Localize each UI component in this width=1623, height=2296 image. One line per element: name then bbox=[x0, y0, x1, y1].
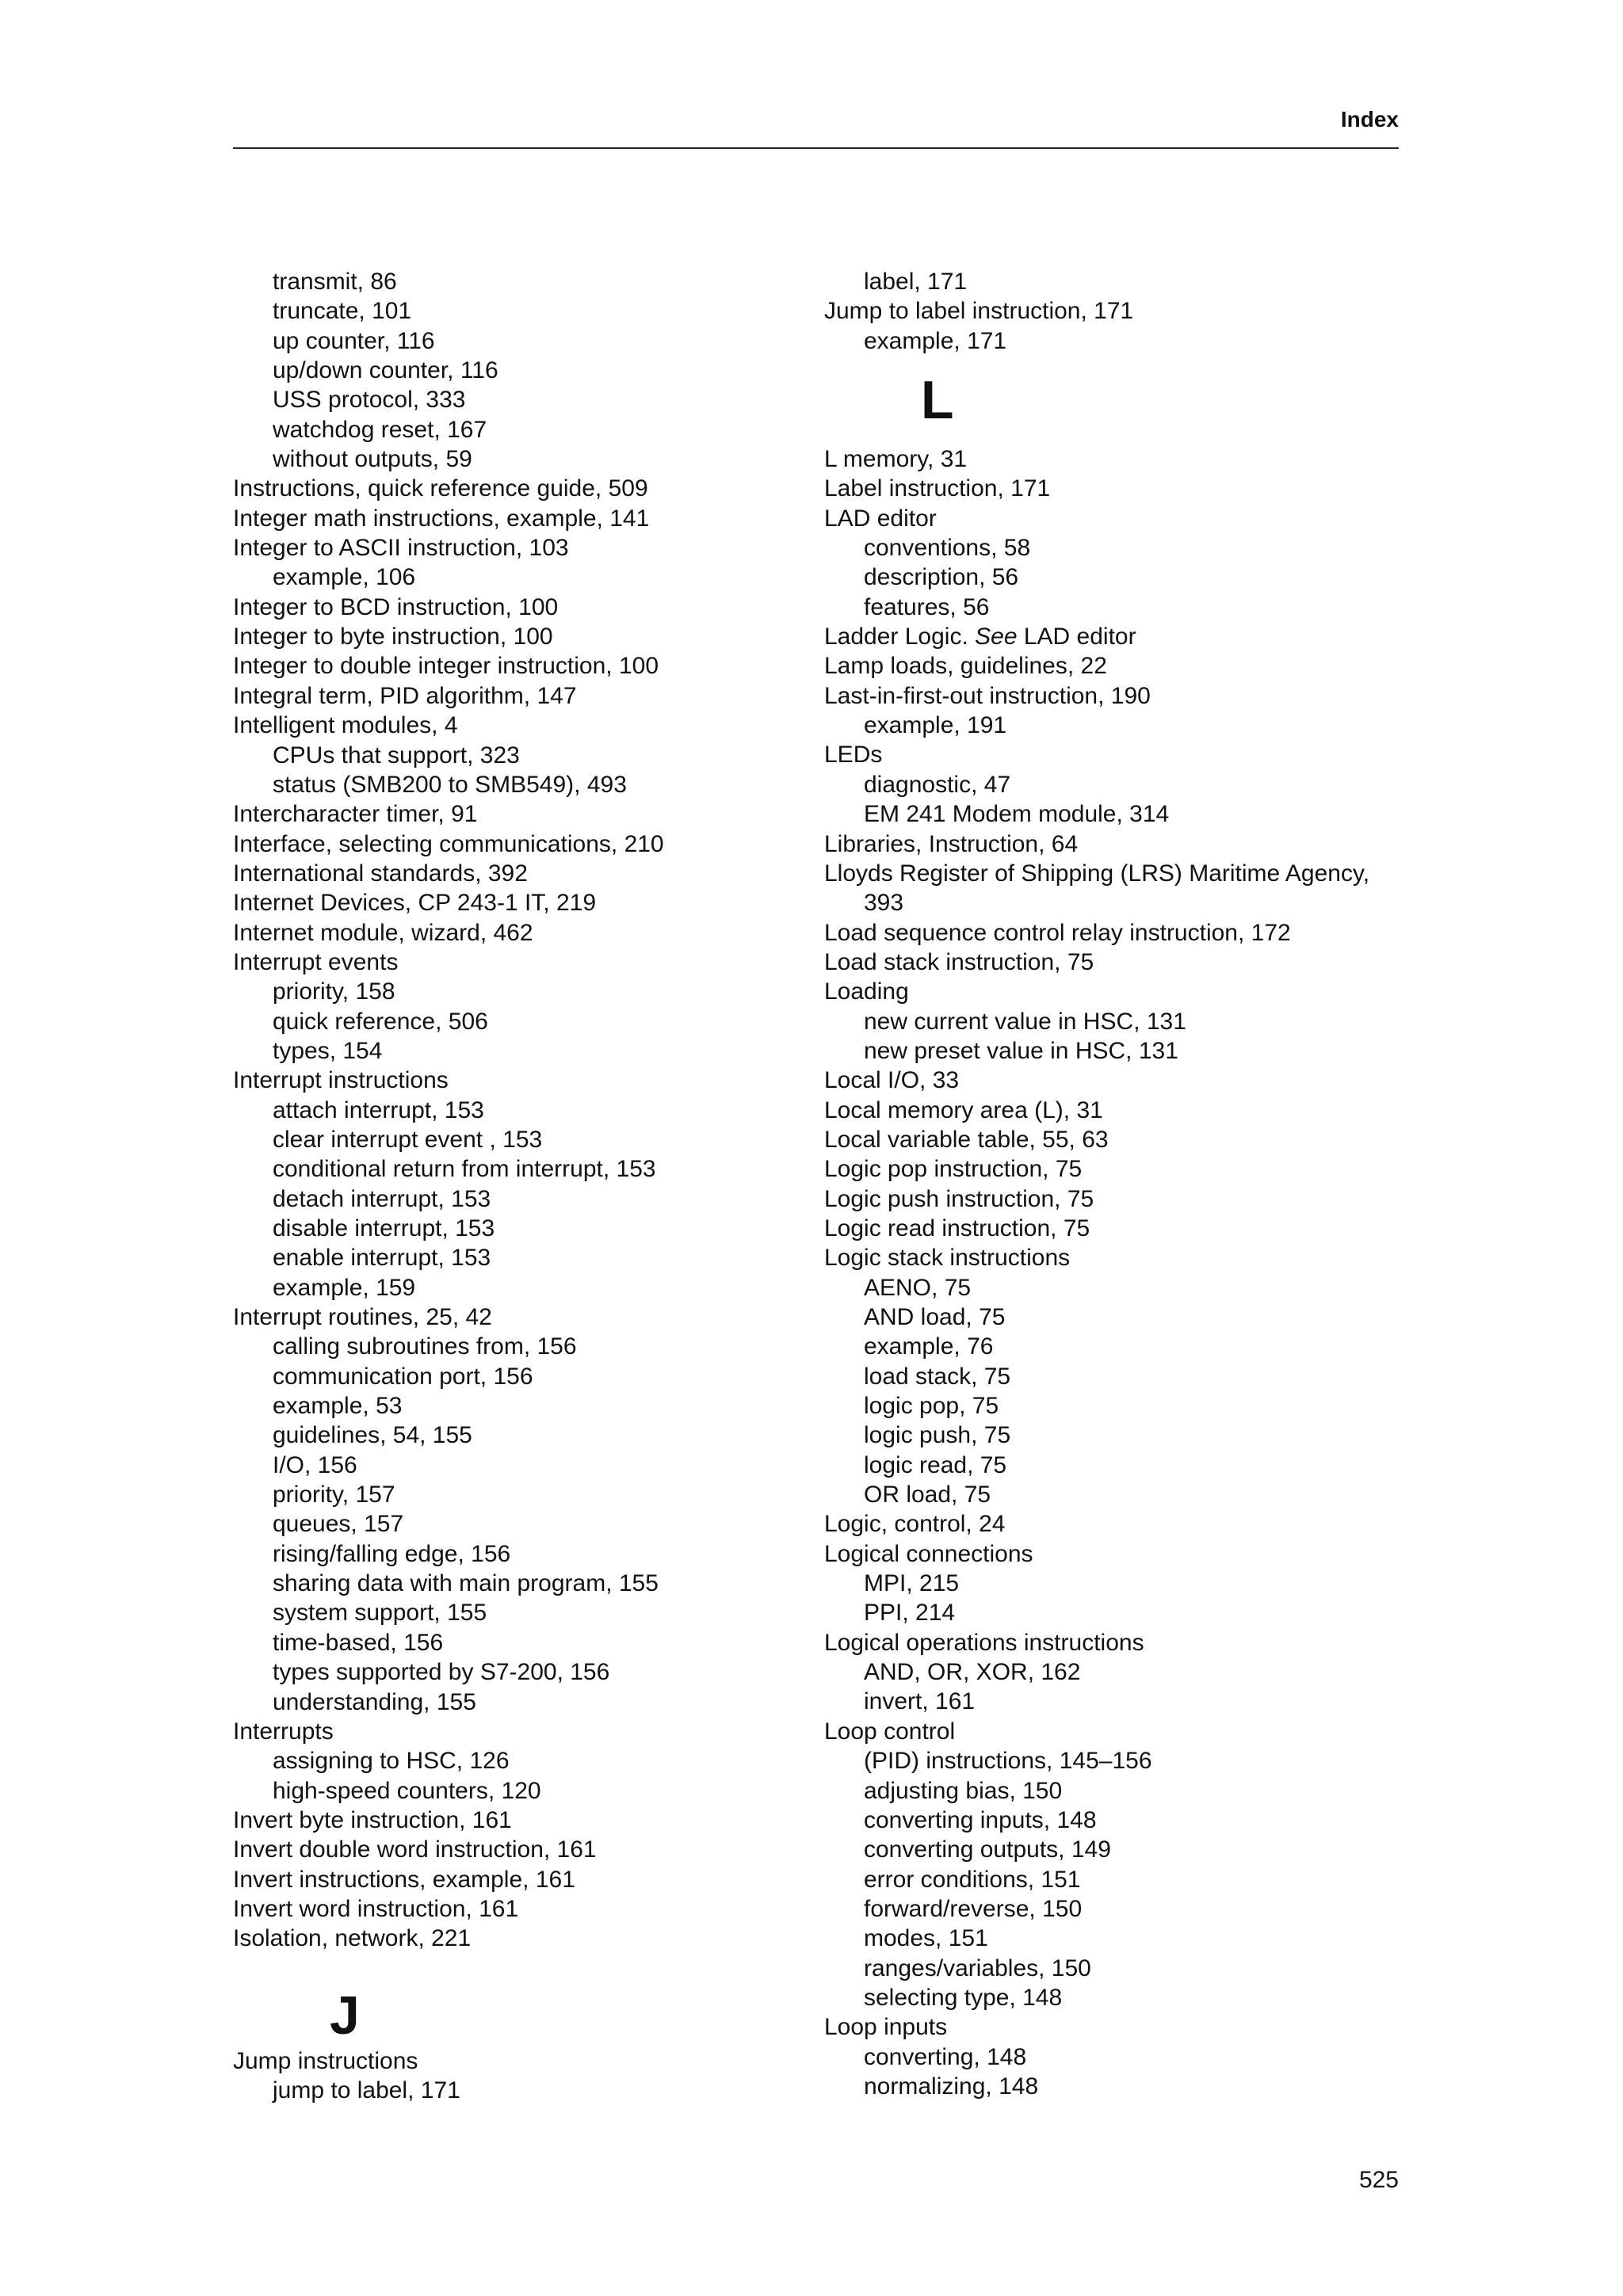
section-letter-heading: J bbox=[330, 1985, 360, 2046]
index-entry: Integer to BCD instruction, 100 bbox=[233, 593, 559, 620]
header-divider bbox=[233, 147, 1399, 149]
index-entry: Loop inputs bbox=[824, 2014, 948, 2041]
index-entry: Local variable table, 55, 63 bbox=[824, 1126, 1109, 1153]
index-subentry: diagnostic, 47 bbox=[864, 771, 1011, 798]
index-entry: Internet Devices, CP 243-1 IT, 219 bbox=[233, 890, 597, 917]
index-entry: Jump to label instruction, 171 bbox=[824, 298, 1134, 325]
index-subentry: example, 53 bbox=[273, 1393, 403, 1420]
index-entry: Lamp loads, guidelines, 22 bbox=[824, 653, 1107, 680]
index-subentry: error conditions, 151 bbox=[864, 1866, 1081, 1893]
index-entry: Interface, selecting communications, 210 bbox=[233, 830, 664, 857]
index-entry: Logic push instruction, 75 bbox=[824, 1185, 1094, 1212]
index-subentry: AND, OR, XOR, 162 bbox=[864, 1659, 1081, 1686]
index-entry: Load stack instruction, 75 bbox=[824, 948, 1094, 975]
index-subentry: quick reference, 506 bbox=[273, 1008, 488, 1035]
index-entry-continuation: 393 bbox=[864, 890, 904, 917]
index-subentry: load stack, 75 bbox=[864, 1363, 1011, 1390]
index-subentry: assigning to HSC, 126 bbox=[273, 1748, 510, 1775]
index-entry-text: Ladder Logic. bbox=[824, 624, 976, 650]
index-entry: Interrupt events bbox=[233, 948, 399, 975]
index-subentry: forward/reverse, 150 bbox=[864, 1895, 1083, 1922]
index-entry: Invert byte instruction, 161 bbox=[233, 1806, 512, 1833]
index-subentry: example, 76 bbox=[864, 1333, 994, 1360]
index-entry: Loop control bbox=[824, 1718, 956, 1745]
index-entry: Last-in-first-out instruction, 190 bbox=[824, 682, 1151, 709]
index-subentry: CPUs that support, 323 bbox=[273, 742, 520, 769]
index-subentry: (PID) instructions, 145–156 bbox=[864, 1748, 1152, 1775]
index-entry: Logical operations instructions bbox=[824, 1629, 1144, 1656]
index-column-right bbox=[824, 267, 1411, 2101]
index-entry: Integer to byte instruction, 100 bbox=[233, 624, 553, 650]
index-subentry: understanding, 155 bbox=[273, 1688, 476, 1715]
index-subentry: jump to label, 171 bbox=[273, 2077, 460, 2103]
running-header-title: Index bbox=[1340, 107, 1399, 132]
index-subentry: sharing data with main program, 155 bbox=[273, 1570, 659, 1597]
index-subentry: conventions, 58 bbox=[864, 535, 1031, 562]
index-subentry: invert, 161 bbox=[864, 1688, 976, 1715]
index-subentry: AENO, 75 bbox=[864, 1274, 972, 1301]
index-subentry: types supported by S7-200, 156 bbox=[273, 1659, 610, 1686]
index-entry: Loading bbox=[824, 978, 909, 1005]
index-subentry: normalizing, 148 bbox=[864, 2073, 1039, 2100]
index-subentry: conditional return from interrupt, 153 bbox=[273, 1156, 656, 1183]
index-entry: Jump instructions bbox=[233, 2047, 418, 2074]
index-entry: Integer to ASCII instruction, 103 bbox=[233, 535, 569, 562]
index-subentry: AND load, 75 bbox=[864, 1304, 1006, 1330]
index-entry: Integer math instructions, example, 141 bbox=[233, 505, 650, 532]
index-subentry: queues, 157 bbox=[273, 1511, 404, 1538]
index-entry: Libraries, Instruction, 64 bbox=[824, 830, 1079, 857]
index-subentry: logic read, 75 bbox=[864, 1451, 1007, 1478]
index-entry: Integer to double integer instruction, 100 bbox=[233, 653, 659, 680]
index-entry: Logical connections bbox=[824, 1540, 1033, 1567]
index-entry: Instructions, quick reference guide, 509 bbox=[233, 475, 648, 502]
index-subentry: new preset value in HSC, 131 bbox=[864, 1037, 1178, 1064]
section-letter-heading: L bbox=[921, 370, 954, 431]
page-number: 525 bbox=[1358, 2167, 1399, 2193]
index-subentry: label, 171 bbox=[864, 269, 968, 295]
index-subentry: truncate, 101 bbox=[273, 298, 412, 325]
index-subentry: without outputs, 59 bbox=[273, 446, 472, 473]
index-entry: LEDs bbox=[824, 742, 883, 769]
index-subentry: modes, 151 bbox=[864, 1925, 988, 1952]
index-subentry: types, 154 bbox=[273, 1037, 383, 1064]
index-subentry: watchdog reset, 167 bbox=[273, 416, 487, 443]
index-subentry: example, 106 bbox=[273, 564, 416, 591]
index-entry: International standards, 392 bbox=[233, 860, 528, 887]
index-subentry: priority, 157 bbox=[273, 1482, 395, 1508]
index-subentry: converting outputs, 149 bbox=[864, 1836, 1111, 1863]
index-entry: Logic pop instruction, 75 bbox=[824, 1156, 1083, 1183]
index-subentry: I/O, 156 bbox=[273, 1451, 357, 1478]
index-subentry: features, 56 bbox=[864, 593, 990, 620]
index-entry: Isolation, network, 221 bbox=[233, 1925, 472, 1952]
index-entry: Integral term, PID algorithm, 147 bbox=[233, 682, 577, 709]
index-subentry: high-speed counters, 120 bbox=[273, 1777, 541, 1804]
index-subentry: system support, 155 bbox=[273, 1600, 487, 1627]
index-subentry: EM 241 Modem module, 314 bbox=[864, 801, 1170, 828]
index-subentry: selecting type, 148 bbox=[864, 1984, 1063, 2011]
index-subentry: new current value in HSC, 131 bbox=[864, 1008, 1186, 1035]
index-subentry: up/down counter, 116 bbox=[273, 357, 498, 384]
index-subentry: time-based, 156 bbox=[273, 1629, 444, 1656]
index-entry: Invert word instruction, 161 bbox=[233, 1895, 519, 1922]
index-entry: Logic read instruction, 75 bbox=[824, 1215, 1090, 1241]
index-entry: Local I/O, 33 bbox=[824, 1067, 960, 1094]
index-entry: L memory, 31 bbox=[824, 446, 968, 473]
index-subentry: communication port, 156 bbox=[273, 1363, 533, 1390]
index-entry: Internet module, wizard, 462 bbox=[233, 919, 533, 946]
index-entry: Logic stack instructions bbox=[824, 1245, 1071, 1272]
index-entry: Interrupt routines, 25, 42 bbox=[233, 1304, 492, 1331]
index-subentry: logic pop, 75 bbox=[864, 1393, 999, 1420]
index-entry: Logic, control, 24 bbox=[824, 1511, 1006, 1538]
index-subentry: ranges/variables, 150 bbox=[864, 1955, 1091, 1981]
index-entry bbox=[824, 622, 1411, 651]
index-subentry: calling subroutines from, 156 bbox=[273, 1333, 577, 1360]
index-entry-text: LAD editor bbox=[1017, 624, 1136, 650]
index-subentry: logic push, 75 bbox=[864, 1422, 1011, 1449]
index-entry: Local memory area (L), 31 bbox=[824, 1097, 1103, 1123]
index-subentry: disable interrupt, 153 bbox=[273, 1215, 495, 1241]
index-entry: Intercharacter timer, 91 bbox=[233, 801, 478, 828]
index-subentry: enable interrupt, 153 bbox=[273, 1245, 491, 1272]
index-subentry: attach interrupt, 153 bbox=[273, 1097, 484, 1123]
index-column-left bbox=[233, 267, 788, 2105]
index-subentry: up counter, 116 bbox=[273, 327, 435, 354]
index-subentry: MPI, 215 bbox=[864, 1570, 960, 1597]
index-subentry: converting, 148 bbox=[864, 2043, 1027, 2070]
index-subentry: adjusting bias, 150 bbox=[864, 1777, 1063, 1804]
index-subentry: transmit, 86 bbox=[273, 269, 397, 295]
index-subentry: USS protocol, 333 bbox=[273, 387, 466, 414]
index-subentry: clear interrupt event , 153 bbox=[273, 1126, 543, 1153]
index-subentry: rising/falling edge, 156 bbox=[273, 1540, 511, 1567]
index-entry: Lloyds Register of Shipping (LRS) Maritime Agency, bbox=[824, 860, 1370, 887]
index-entry: Label instruction, 171 bbox=[824, 475, 1051, 502]
index-subentry: OR load, 75 bbox=[864, 1482, 991, 1508]
index-entry: Load sequence control relay instruction, 172 bbox=[824, 919, 1291, 946]
index-entry: Invert double word instruction, 161 bbox=[233, 1836, 597, 1863]
index-subentry: guidelines, 54, 155 bbox=[273, 1422, 472, 1449]
index-subentry: converting inputs, 148 bbox=[864, 1806, 1097, 1833]
index-entry: Intelligent modules, 4 bbox=[233, 712, 458, 739]
index-subentry: detach interrupt, 153 bbox=[273, 1185, 491, 1212]
index-entry: Interrupts bbox=[233, 1718, 334, 1745]
index-entry: Invert instructions, example, 161 bbox=[233, 1866, 575, 1893]
see-reference: See bbox=[975, 624, 1018, 650]
index-subentry: example, 191 bbox=[864, 712, 1007, 739]
index-subentry: example, 159 bbox=[273, 1274, 416, 1301]
index-subentry: PPI, 214 bbox=[864, 1600, 956, 1627]
index-subentry: priority, 158 bbox=[273, 978, 395, 1005]
index-subentry: status (SMB200 to SMB549), 493 bbox=[273, 771, 627, 798]
index-subentry: description, 56 bbox=[864, 564, 1019, 591]
index-entry: Interrupt instructions bbox=[233, 1067, 449, 1094]
index-subentry: example, 171 bbox=[864, 327, 1007, 354]
index-entry: LAD editor bbox=[824, 505, 937, 532]
